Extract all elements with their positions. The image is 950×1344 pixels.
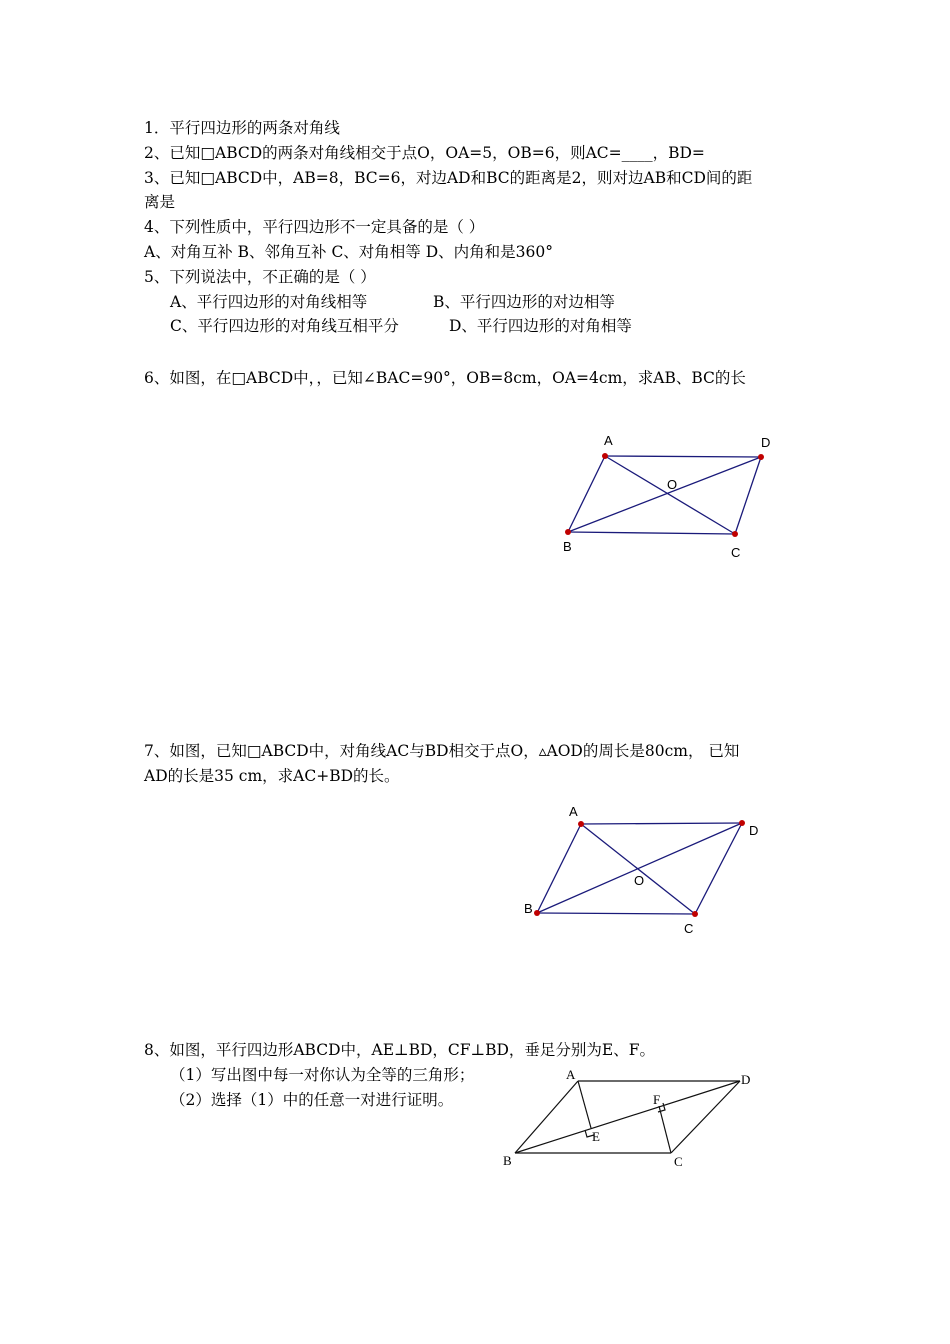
side-ba <box>515 1081 578 1153</box>
question-5-option-b: B、平行四边形的对边相等 <box>433 293 615 311</box>
question-4-options: A、对角互补 B、邻角互补 C、对角相等 D、内角和是360° <box>144 243 553 261</box>
question-6: 6、如图，在□ABCD中，，已知∠BAC=90°，OB=8cm，OA=4cm，求AB、BC的长 <box>144 369 746 387</box>
label-a: A <box>604 433 613 448</box>
question-4: 4、下列性质中，平行四边形不一定具备的是（ ） <box>144 218 485 236</box>
label-a: A <box>569 804 578 819</box>
question-1: 1．平行四边形的两条对角线 <box>144 119 340 137</box>
label-b: B <box>563 539 572 554</box>
question-8: 8、如图，平行四边形ABCD中，AE⊥BD，CF⊥BD，垂足分别为E、F。 <box>144 1041 656 1059</box>
question-2: 2、已知□ABCD的两条对角线相交于点O，OA=5，OB=6，则AC=____，BD= <box>144 144 705 162</box>
question-5-option-c: C、平行四边形的对角线互相平分 <box>170 317 399 335</box>
label-c: C <box>731 545 741 560</box>
question-3-line-1: 3、已知□ABCD中，AB=8，BC=6，对边AD和BC的距离是2，则对边AB和CD间的距 <box>144 169 753 187</box>
question-3-line-2: 离是 <box>144 193 176 211</box>
label-b: B <box>503 1153 512 1168</box>
question-8-part-1: （1）写出图中每一对你认为全等的三角形； <box>170 1066 475 1084</box>
label-d: D <box>749 823 759 838</box>
question-5-option-d: D、平行四边形的对角相等 <box>449 317 632 335</box>
segment-cf <box>659 1106 671 1153</box>
label-c: C <box>684 921 694 936</box>
label-b: B <box>524 901 533 916</box>
label-o: O <box>634 873 645 888</box>
question-7-line-2: AD的长是35 cm，求AC+BD的长。 <box>144 767 400 785</box>
label-c: C <box>674 1154 683 1169</box>
question-5-option-a: A、平行四边形的对角线相等 <box>170 293 368 311</box>
label-a: A <box>566 1067 576 1082</box>
label-o: O <box>667 477 678 492</box>
question-5: 5、下列说法中，不正确的是（ ） <box>144 268 376 286</box>
label-e: E <box>592 1129 600 1144</box>
label-d: D <box>741 1072 751 1087</box>
label-f: F <box>653 1092 661 1107</box>
question-7-line-1: 7、如图，已知□ABCD中，对角线AC与BD相交于点O，▵AOD的周长是80cm， 已知 <box>144 742 740 760</box>
segment-ae <box>578 1081 591 1128</box>
question-8-part-2: （2）选择（1）中的任意一对进行证明。 <box>170 1091 454 1109</box>
label-d: D <box>761 435 771 450</box>
